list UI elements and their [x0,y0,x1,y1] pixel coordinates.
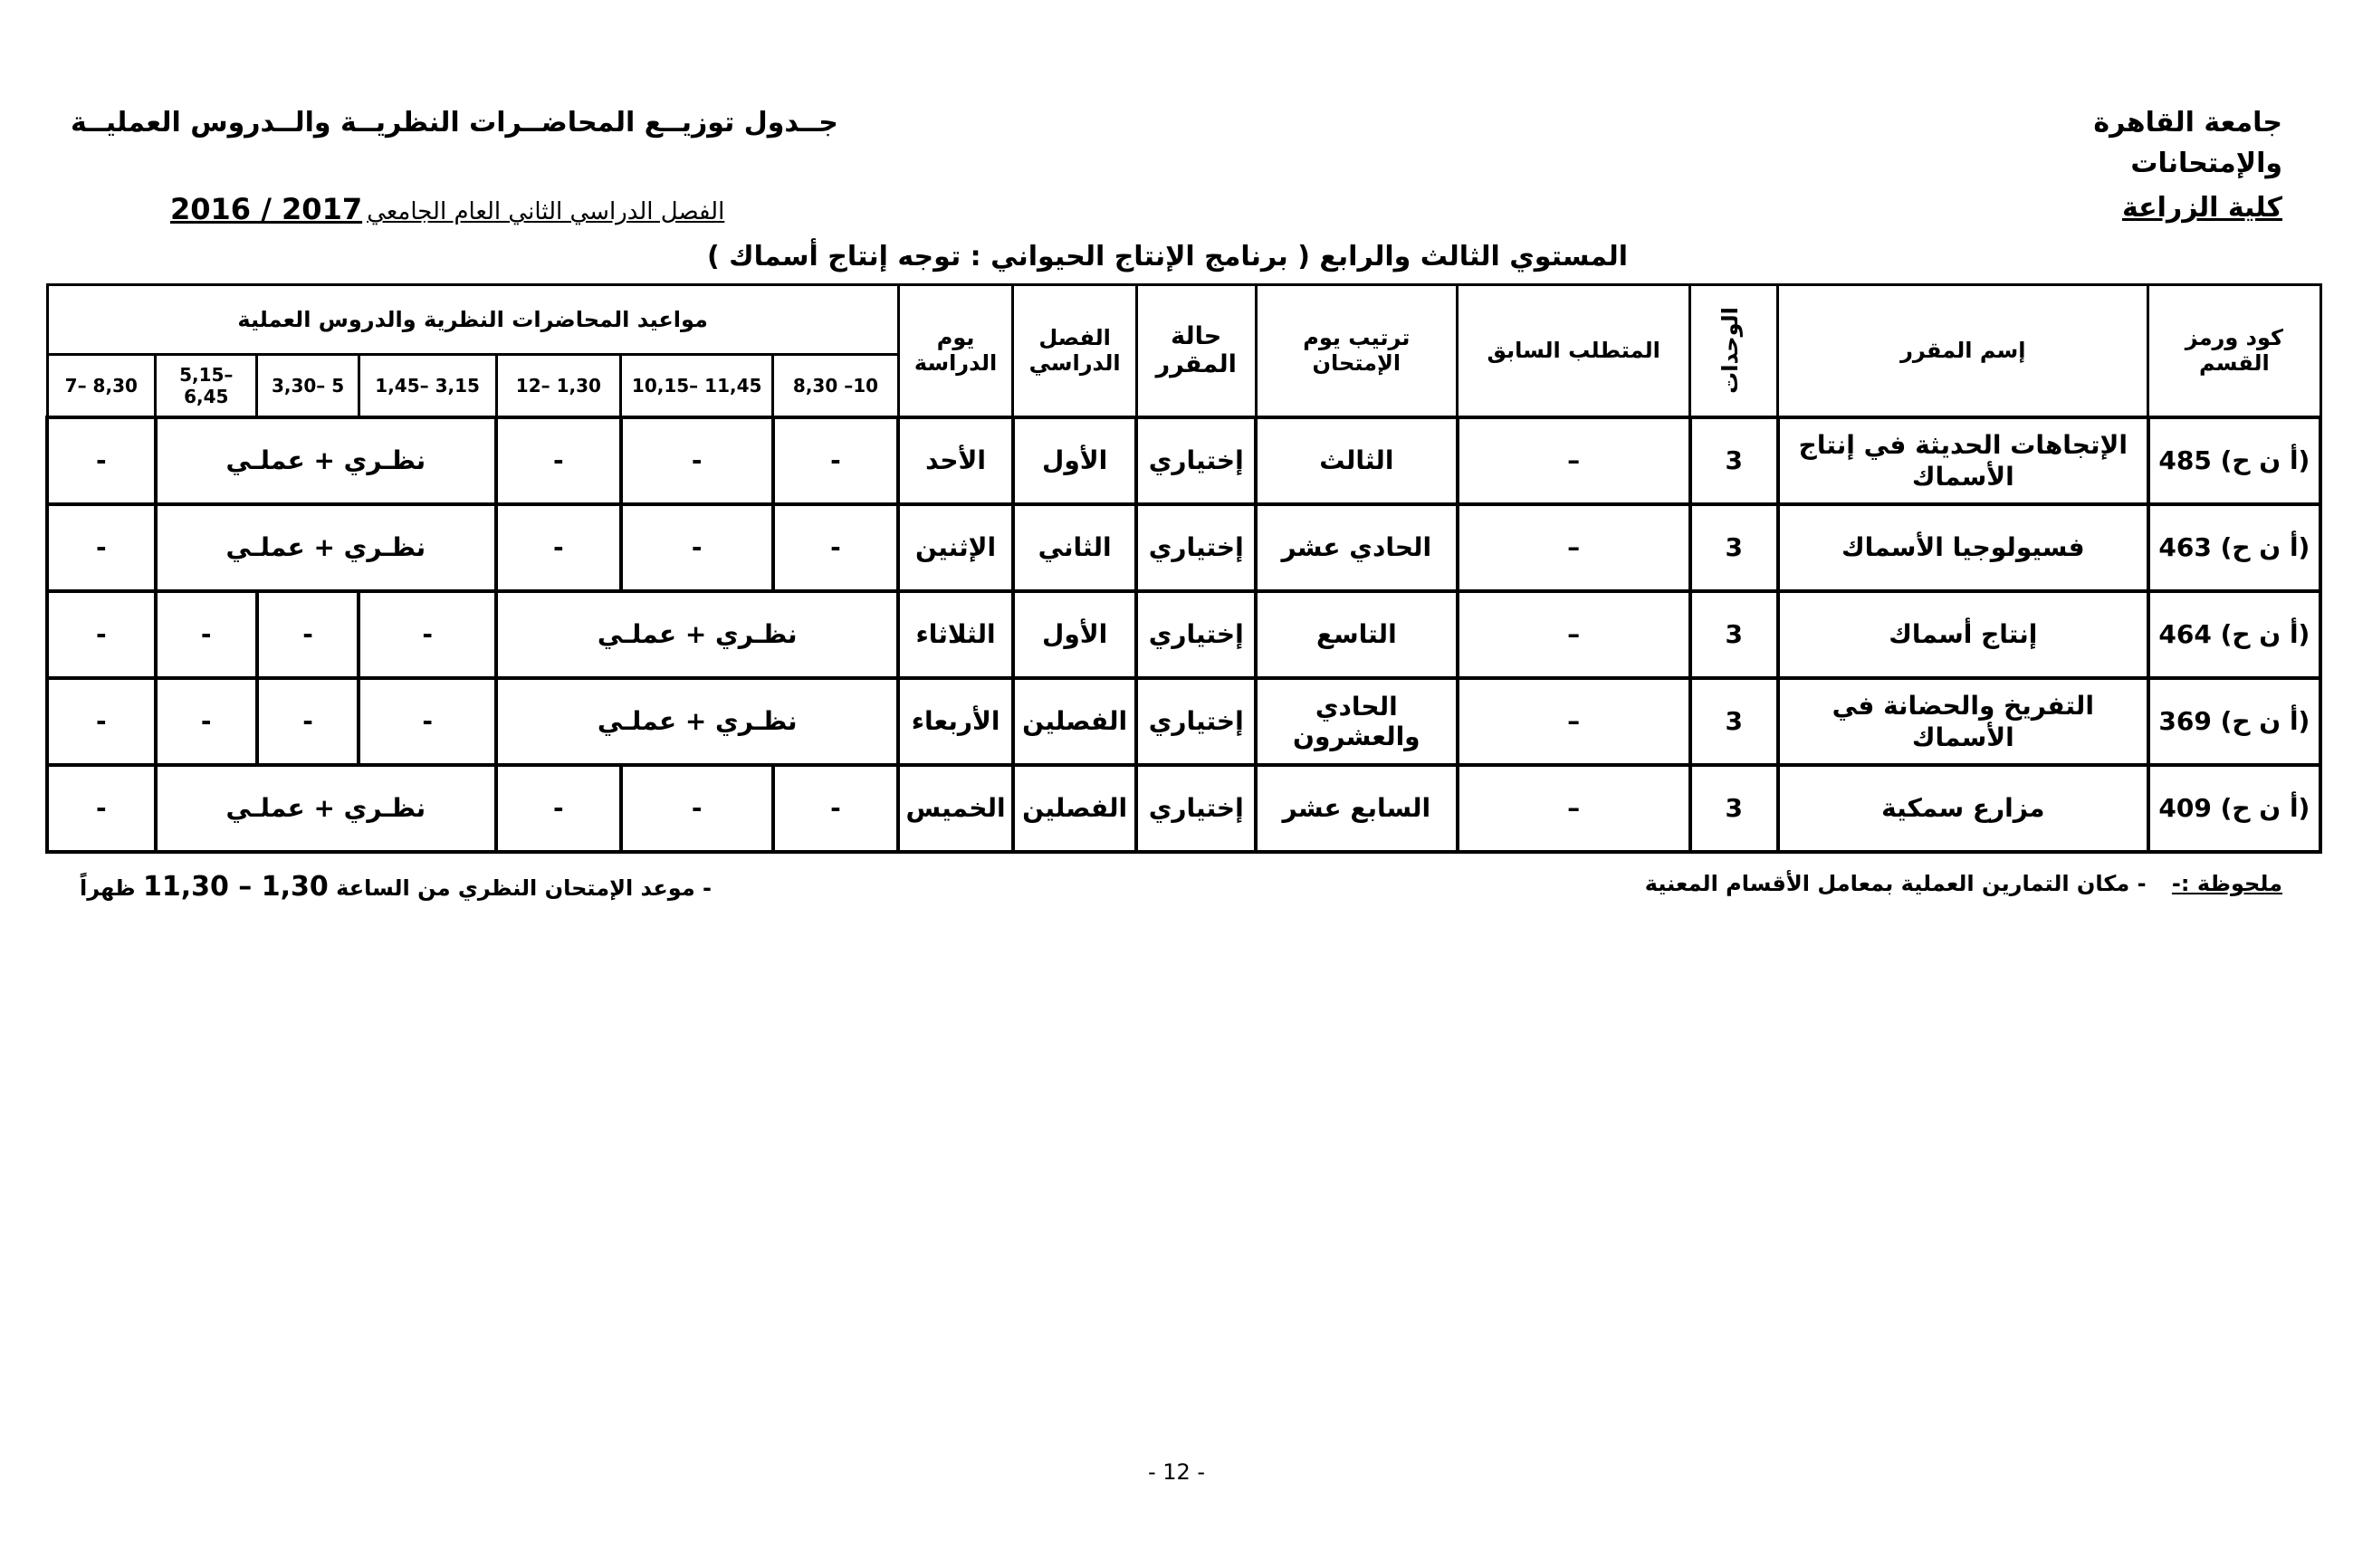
course-semester: الفصلين [1013,765,1137,852]
course-name: فسيولوجيا الأسماك [1778,504,2148,591]
header-slot-5: 3,30– 5 [257,355,359,417]
slot-cell: - [359,591,496,678]
course-units: 3 [1690,504,1778,591]
slot-cell: - [621,417,773,504]
schedule-title: جــدول توزيــع المحاضــرات النظريــة والــدروس العمليــة [71,107,838,139]
slot-cell: - [496,417,621,504]
slot-cell: - [47,504,156,591]
header-slot-3: 12– 1,30 [496,355,621,417]
course-name: مزارع سمكية [1778,765,2148,852]
course-code: (أ ن ح) 369 [2148,678,2320,765]
slot-cell: - [257,678,359,765]
course-name: إنتاج أسماك [1778,591,2148,678]
page-number: - 12 - [1147,1459,1206,1485]
slot-cell: - [47,417,156,504]
level-title-text: المستوي الثالث والرابع ( برنامج الإنتاج الحيواني : توجه إنتاج أسماك ) [706,241,1629,272]
slot-cell: - [773,417,899,504]
slot-cell: - [496,504,621,591]
table-row [47,417,2320,504]
course-day: الخميس [898,765,1013,852]
header-units [1690,285,1778,417]
slot-theory-practical: نظـري + عملـي [156,417,496,504]
course-status: إختياري [1136,504,1256,591]
course-status: إختياري [1136,765,1256,852]
slot-cell: - [47,591,156,678]
course-day: الإثنين [898,504,1013,591]
slot-cell: - [773,504,899,591]
header-units-text: الوحدات [1717,307,1743,395]
course-exam-order: السابع عشر [1256,765,1458,852]
schedule-table [45,283,2322,854]
course-units: 3 [1690,678,1778,765]
slot-theory-practical: نظـري + عملـي [496,591,898,678]
header-slot-6: 5,15– 6,45 [156,355,257,417]
course-code: (أ ن ح) 409 [2148,765,2320,852]
course-semester: الأول [1013,591,1137,678]
course-prerequisite: – [1458,417,1690,504]
slot-cell: - [359,678,496,765]
course-status: إختياري [1136,678,1256,765]
course-day: الأربعاء [898,678,1013,765]
header-prerequisite: المتطلب السابق [1458,285,1690,417]
course-code: (أ ن ح) 485 [2148,417,2320,504]
table-row [47,678,2320,765]
course-code: (أ ن ح) 464 [2148,591,2320,678]
header-code: كود ورمز القسم [2148,285,2320,417]
header-study-day: يوم الدراسة [898,285,1013,417]
course-exam-order: الحادي عشر [1256,504,1458,591]
note-exam-time-suffix: ظهراً [80,875,136,901]
header-semester: الفصل الدراسي [1013,285,1137,417]
course-prerequisite: – [1458,678,1690,765]
slot-theory-practical: نظـري + عملـي [496,678,898,765]
course-prerequisite: – [1458,591,1690,678]
slot-cell: - [621,765,773,852]
slot-theory-practical: نظـري + عملـي [156,504,496,591]
header-course-status: حالة المقرر [1136,285,1256,417]
course-semester: الثاني [1013,504,1137,591]
header-schedule-group: مواعيد المحاضرات النظرية والدروس العملية [47,285,898,355]
slot-cell: - [257,591,359,678]
course-prerequisite: – [1458,504,1690,591]
slot-cell: - [47,765,156,852]
notes-left [80,871,712,903]
course-exam-order: التاسع [1256,591,1458,678]
header-exam-order: ترتيب يوم الإمتحان [1256,285,1458,417]
note-exam-time-prefix: - موعد الإمتحان النظري من الساعة [336,875,713,901]
academic-year: 2016 / 2017 [170,192,363,226]
course-units: 3 [1690,417,1778,504]
course-semester: الفصلين [1013,678,1137,765]
semester-label: الفصل الدراسي الثاني العام الجامعي [367,198,725,225]
level-title [0,241,2353,272]
semester-line [170,192,724,226]
note-exam-time-range: 11,30 – 1,30 [142,871,329,903]
note-label: ملحوظة :- [2171,871,2282,896]
course-semester: الأول [1013,417,1137,504]
table-row [47,591,2320,678]
notes-right [1645,871,2282,896]
university-name: جامعة القاهرة [2093,107,2282,139]
header-course-name: إسم المقرر [1778,285,2148,417]
course-code: (أ ن ح) 463 [2148,504,2320,591]
course-name: التفريخ والحضانة في الأسماك [1778,678,2148,765]
header-slot-4: 1,45– 3,15 [359,355,496,417]
course-units: 3 [1690,591,1778,678]
course-exam-order: الثالث [1256,417,1458,504]
slot-cell: - [156,678,257,765]
course-day: الثلاثاء [898,591,1013,678]
table-row [47,504,2320,591]
slot-theory-practical: نظـري + عملـي [156,765,496,852]
header-slot-2: 10,15– 11,45 [621,355,773,417]
slot-cell: - [156,591,257,678]
department-name: والإمتحانات [2130,148,2282,179]
course-name: الإتجاهات الحديثة في إنتاج الأسماك [1778,417,2148,504]
course-status: إختياري [1136,591,1256,678]
course-day: الأحد [898,417,1013,504]
course-prerequisite: – [1458,765,1690,852]
header-slot-1: 8,30 –10 [773,355,899,417]
slot-cell: - [47,678,156,765]
slot-cell: - [621,504,773,591]
course-units: 3 [1690,765,1778,852]
header-slot-7: 7– 8,30 [47,355,156,417]
slot-cell: - [773,765,899,852]
course-status: إختياري [1136,417,1256,504]
table-row [47,765,2320,852]
course-exam-order: الحادي والعشرون [1256,678,1458,765]
faculty-name: كلية الزراعة [2121,192,2282,224]
note-lab-location: - مكان التمارين العملية بمعامل الأقسام المعنية [1644,871,2147,896]
slot-cell: - [496,765,621,852]
